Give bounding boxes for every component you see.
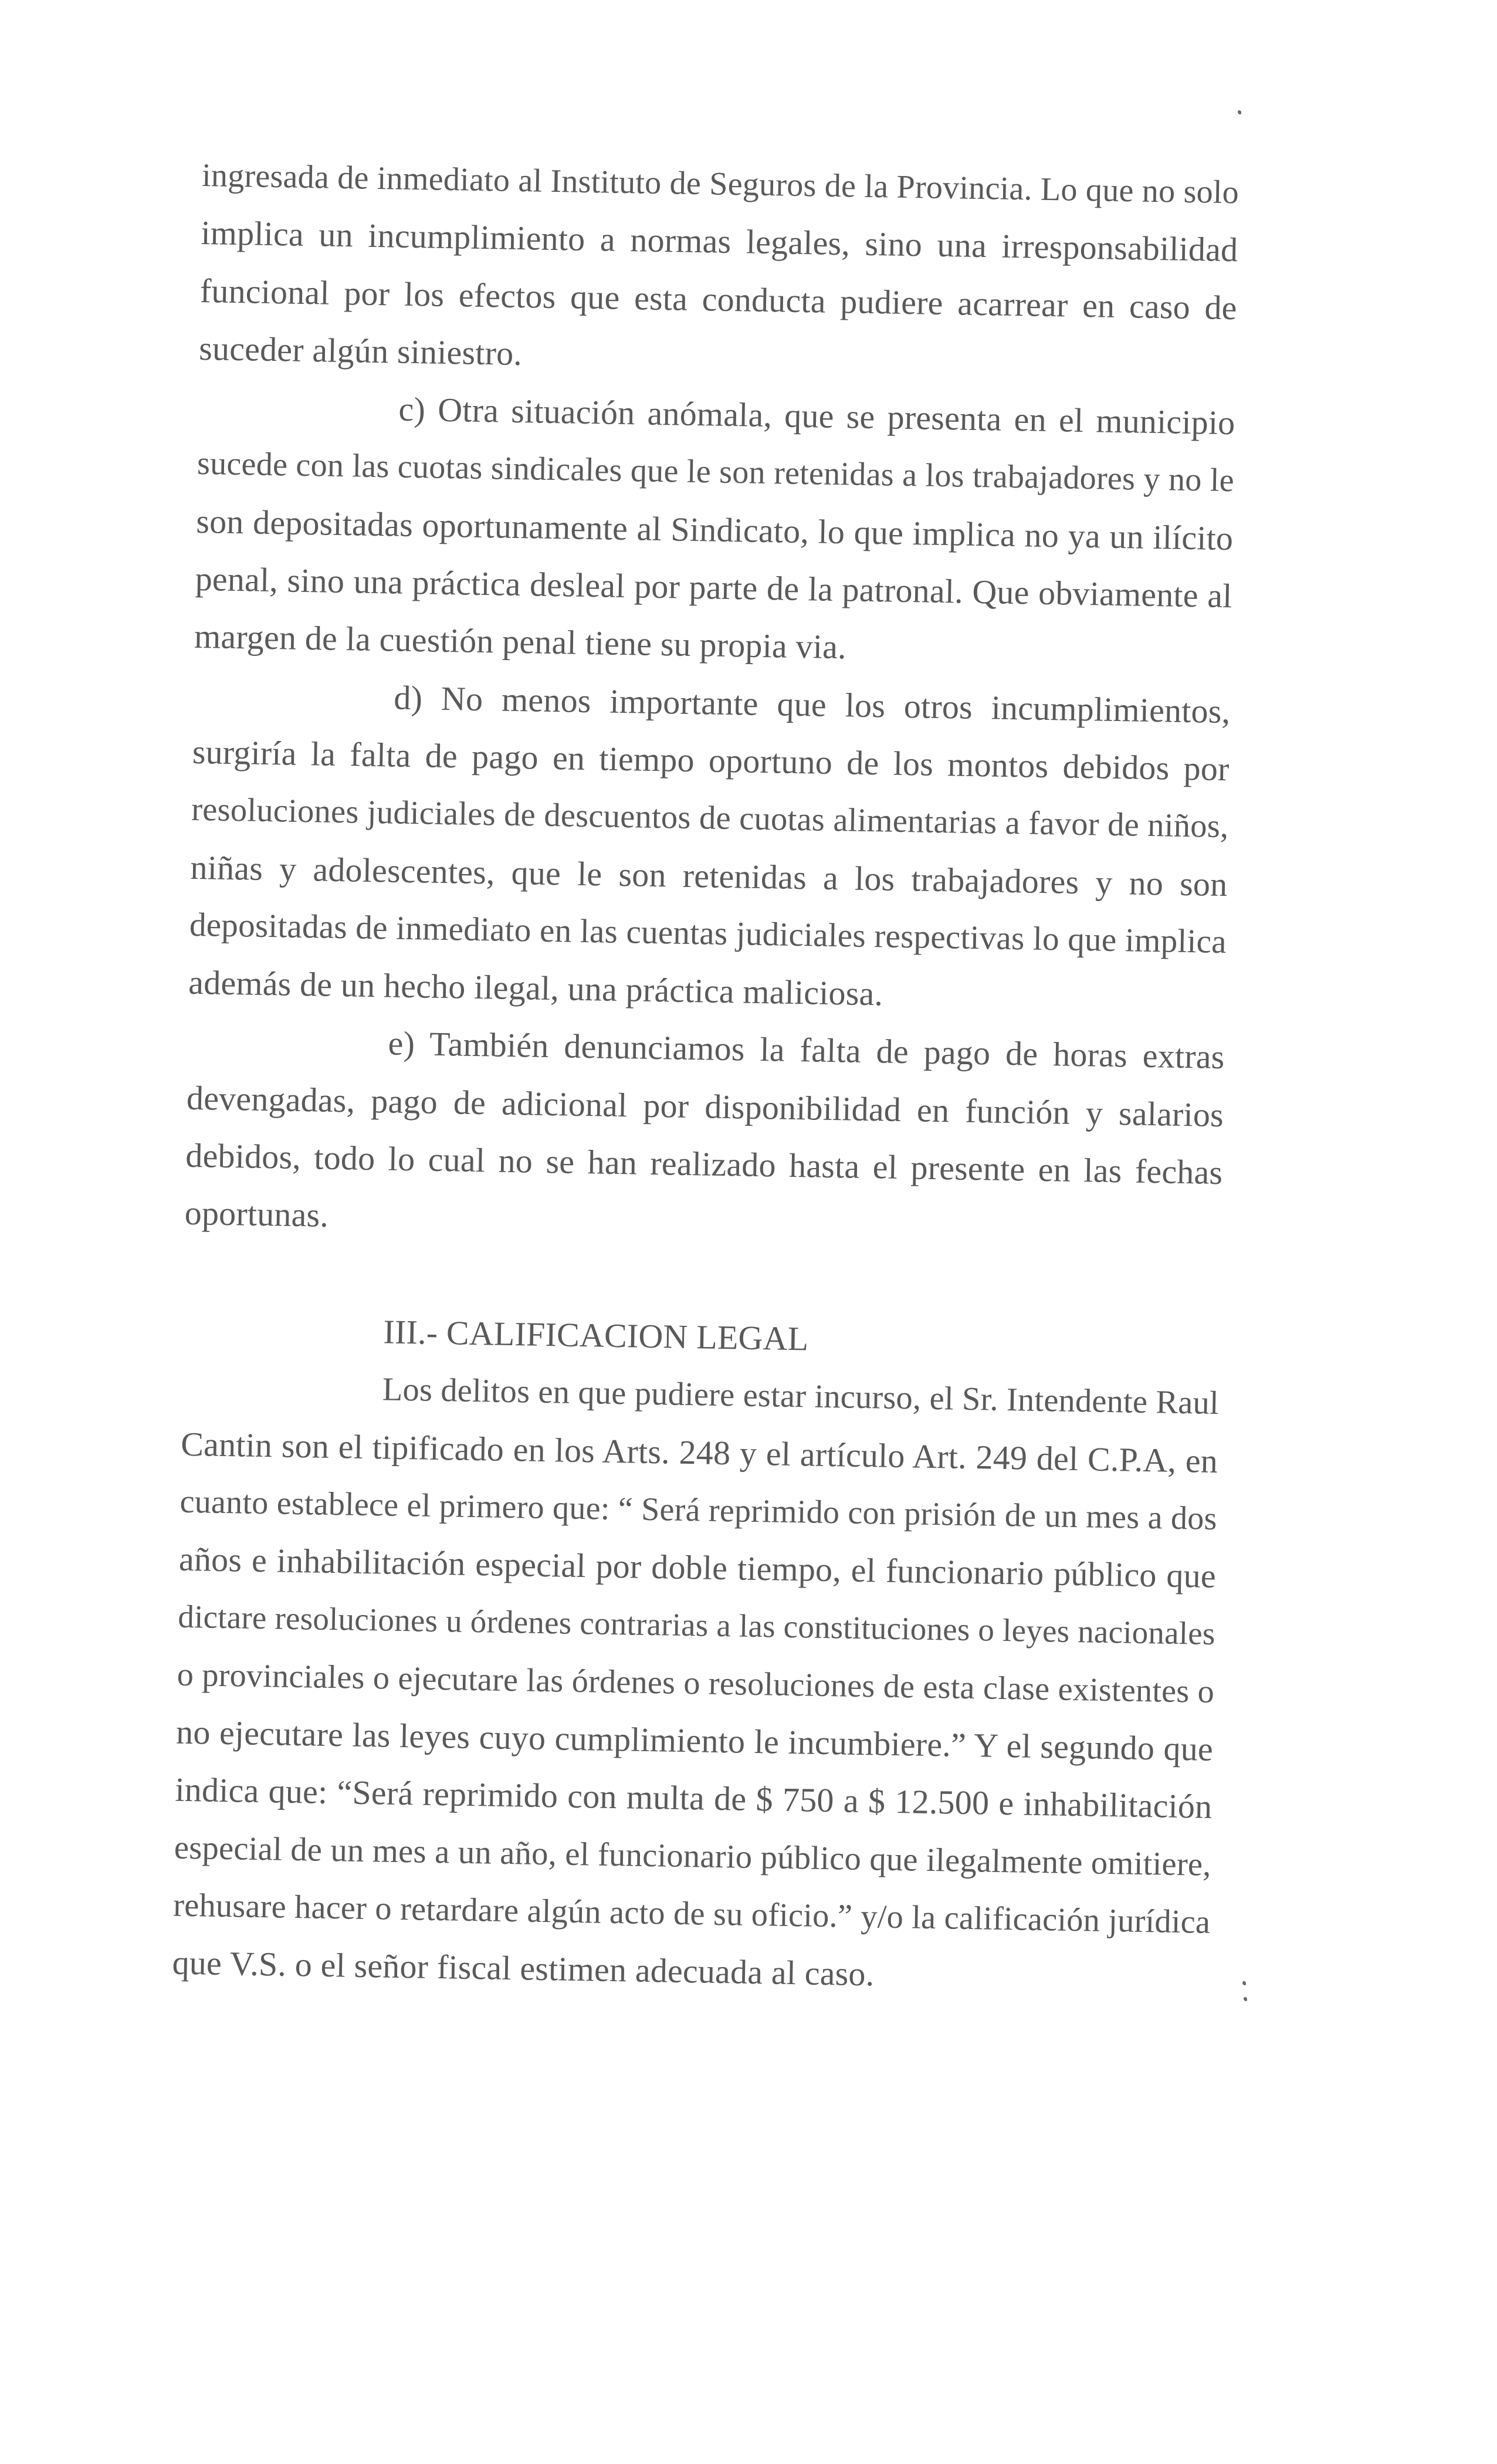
text-line: indica que: “Será reprimido con multa de $ 750 a $ 12.500 e inhabilitación xyxy=(175,1770,1212,1826)
scan-speck xyxy=(1244,1997,1247,2001)
text-line: son depositadas oportunamente al Sindicato, lo que implica no ya un ilícito xyxy=(195,502,1234,558)
paragraph-legal-qualification xyxy=(172,1358,1220,2009)
text-line: penal, sino una práctica desleal por parte de la patronal. Que obviamente al xyxy=(195,559,1233,615)
text-line: depositadas de inmediato en las cuentas judiciales respectivas lo que implica xyxy=(189,906,1227,960)
text-line: e) También denunciamos la falta de pago de horas extras xyxy=(388,1024,1225,1077)
paragraph-item-d xyxy=(188,666,1231,1029)
text-line: especial de un mes a un año, el funcionario público que ilegalmente omitiere, xyxy=(174,1829,1212,1883)
text-line: resoluciones judiciales de descuentos de cuotas alimentarias a favor de niños, xyxy=(191,791,1229,845)
text-line: implica un incumplimiento a normas legales, sino una irresponsabilidad xyxy=(201,214,1238,269)
text-line: que V.S. o el señor fiscal estimen adecuada al caso. xyxy=(172,1943,875,1993)
text-line: años e inhabilitación especial por doble tiempo, el funcionario público que xyxy=(178,1539,1217,1596)
text-line: niñas y adolescentes, que le son retenidas a los trabajadores y no son xyxy=(190,848,1228,903)
paragraph-item-c xyxy=(194,377,1235,683)
text-line: cuanto establece el primero que: “ Será reprimido con prisión de un mes a dos xyxy=(179,1483,1218,1537)
text-line: margen de la cuestión penal tiene su propia via. xyxy=(194,617,847,666)
text-line: c) Otra situación anómala, que se presenta en el municipio xyxy=(398,390,1235,442)
text-line: además de un hecho ilegal, una práctica maliciosa. xyxy=(188,963,883,1013)
text-line: funcional por los efectos que esta conducta pudiere acarrear en caso de xyxy=(199,271,1238,327)
text-line: Cantin son el tipificado en los Arts. 248 y el artículo Art. 249 del C.P.A, en xyxy=(180,1424,1218,1480)
text-line: debidos, todo lo cual no se han realizado hasta el presente en las fechas xyxy=(185,1136,1223,1192)
text-line: Los delitos en que pudiere estar incurso, el Sr. Intendente Raul xyxy=(382,1371,1220,1422)
text-line: d) No menos importante que los otros incumplimientos, xyxy=(393,678,1231,730)
text-line: dictare resoluciones u órdenes contrarias a las constituciones o leyes nacionales xyxy=(177,1599,1216,1652)
text-line: sucede con las cuotas sindicales que le son retenidas a los trabajadores y no le xyxy=(197,445,1235,499)
scan-speck xyxy=(1242,1981,1246,1985)
text-line: no ejecutare las leyes cuyo cumplimiento le incumbiere.” Y el segundo que xyxy=(175,1712,1214,1768)
text-line: oportunas. xyxy=(184,1194,329,1235)
text-line: suceder algún siniestro. xyxy=(198,329,523,373)
text-line: surgiría la falta de pago en tiempo oportuno de los montos debidos por xyxy=(192,732,1230,788)
text-line: rehusare hacer o retardare algún acto de su oficio.” y/o la calificación jurídica xyxy=(172,1887,1211,1941)
section-heading: III.- CALIFICACION LEGAL xyxy=(383,1312,809,1358)
paragraph-intro-continuation xyxy=(198,147,1239,394)
paragraph-item-e xyxy=(184,1011,1225,1259)
text-line: ingresada de inmediato al Instituto de Seguros de la Provincia. Lo que no solo xyxy=(201,157,1239,211)
text-line: o provinciales o ejecutare las órdenes o resoluciones de esta clase existentes o xyxy=(177,1656,1215,1710)
scan-speck xyxy=(1238,110,1241,114)
text-line: devengadas, pago de adicional por disponibilidad en función y salarios xyxy=(186,1078,1224,1134)
document-body xyxy=(172,147,1239,2009)
